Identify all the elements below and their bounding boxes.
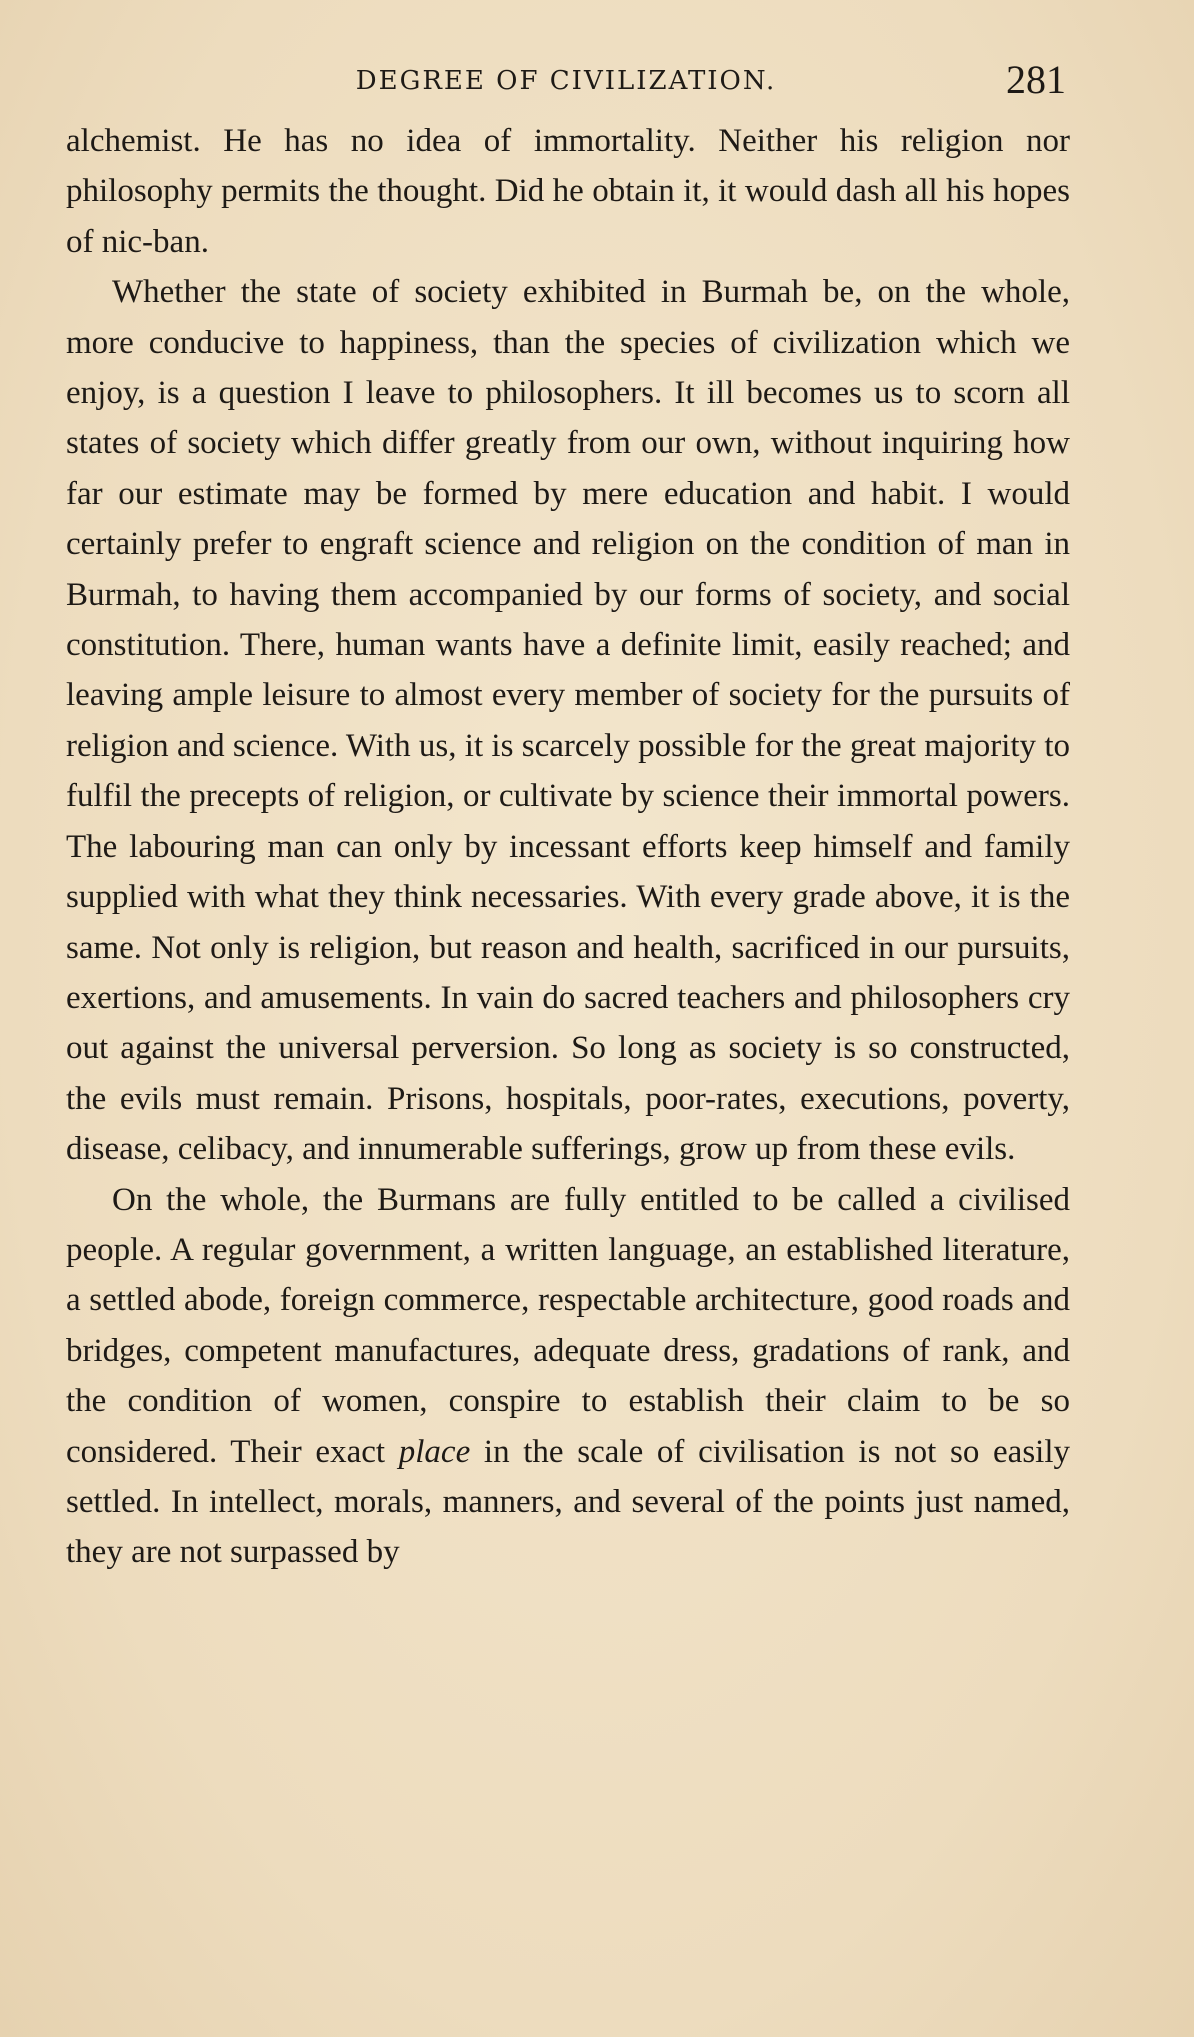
paragraph-3-text-before: On the whole, the Burmans are fully entitled to be called a civilised people. A regular government, a written language, an established literature, a settled abode, foreign commerce, respectable architecture, good roads and bridges, competent manufactures, adequate dress, gradations of rank, and the condition of women, conspire to establish their claim to be so considered. Their exact: [66, 1181, 1070, 1470]
paragraph-3: [66, 1175, 1070, 1578]
paragraph-1: alchemist. He has no idea of immortality. Neither his religion nor philosophy permits the thought. Did he obtain it, it would dash all his hopes of nic-ban.: [66, 123, 1070, 260]
running-title: DEGREE OF CIVILIZATION.: [355, 66, 777, 96]
paragraph-3-italic-word: place: [398, 1433, 471, 1470]
body-text: [66, 116, 1070, 1578]
paragraph-3-text-after: in the scale of civilisation is not so easily settled. In intellect, morals, manners, and several of the points just named, they are not surpassed by: [66, 1433, 1070, 1571]
page-number: 281: [1006, 57, 1066, 102]
page-header: [66, 56, 1066, 106]
paragraph-2: Whether the state of society exhibited in Burmah be, on the whole, more conducive to happiness, than the species of civilization which we enjoy, is a question I leave to philosophers. It ill becomes us to scorn all states of society which differ greatly from our own, without inquiring how far our estimate may be formed by mere education and habit. I would certainly prefer to engraft science and religion on the condition of man in Burmah, to having them accompanied by our forms of society, and social constitution. There, human wants have a definite limit, easily reached; and leaving ample leisure to almost every member of society for the pursuits of religion and science. With us, it is scarcely possible for the great majority to fulfil the precepts of religion, or cultivate by science their immortal powers. The labouring man can only by incessant efforts keep himself and family supplied with what they think necessaries. With every grade above, it is the same. Not only is religion, but reason and health, sacrificed in our pursuits, exertions, and amusements. In vain do sacred teachers and philosophers cry out against the universal perversion. So long as society is so constructed, the evils must remain. Prisons, hospitals, poor-rates, executions, poverty, disease, celibacy, and innumerable sufferings, grow up from these evils.: [66, 274, 1070, 1168]
